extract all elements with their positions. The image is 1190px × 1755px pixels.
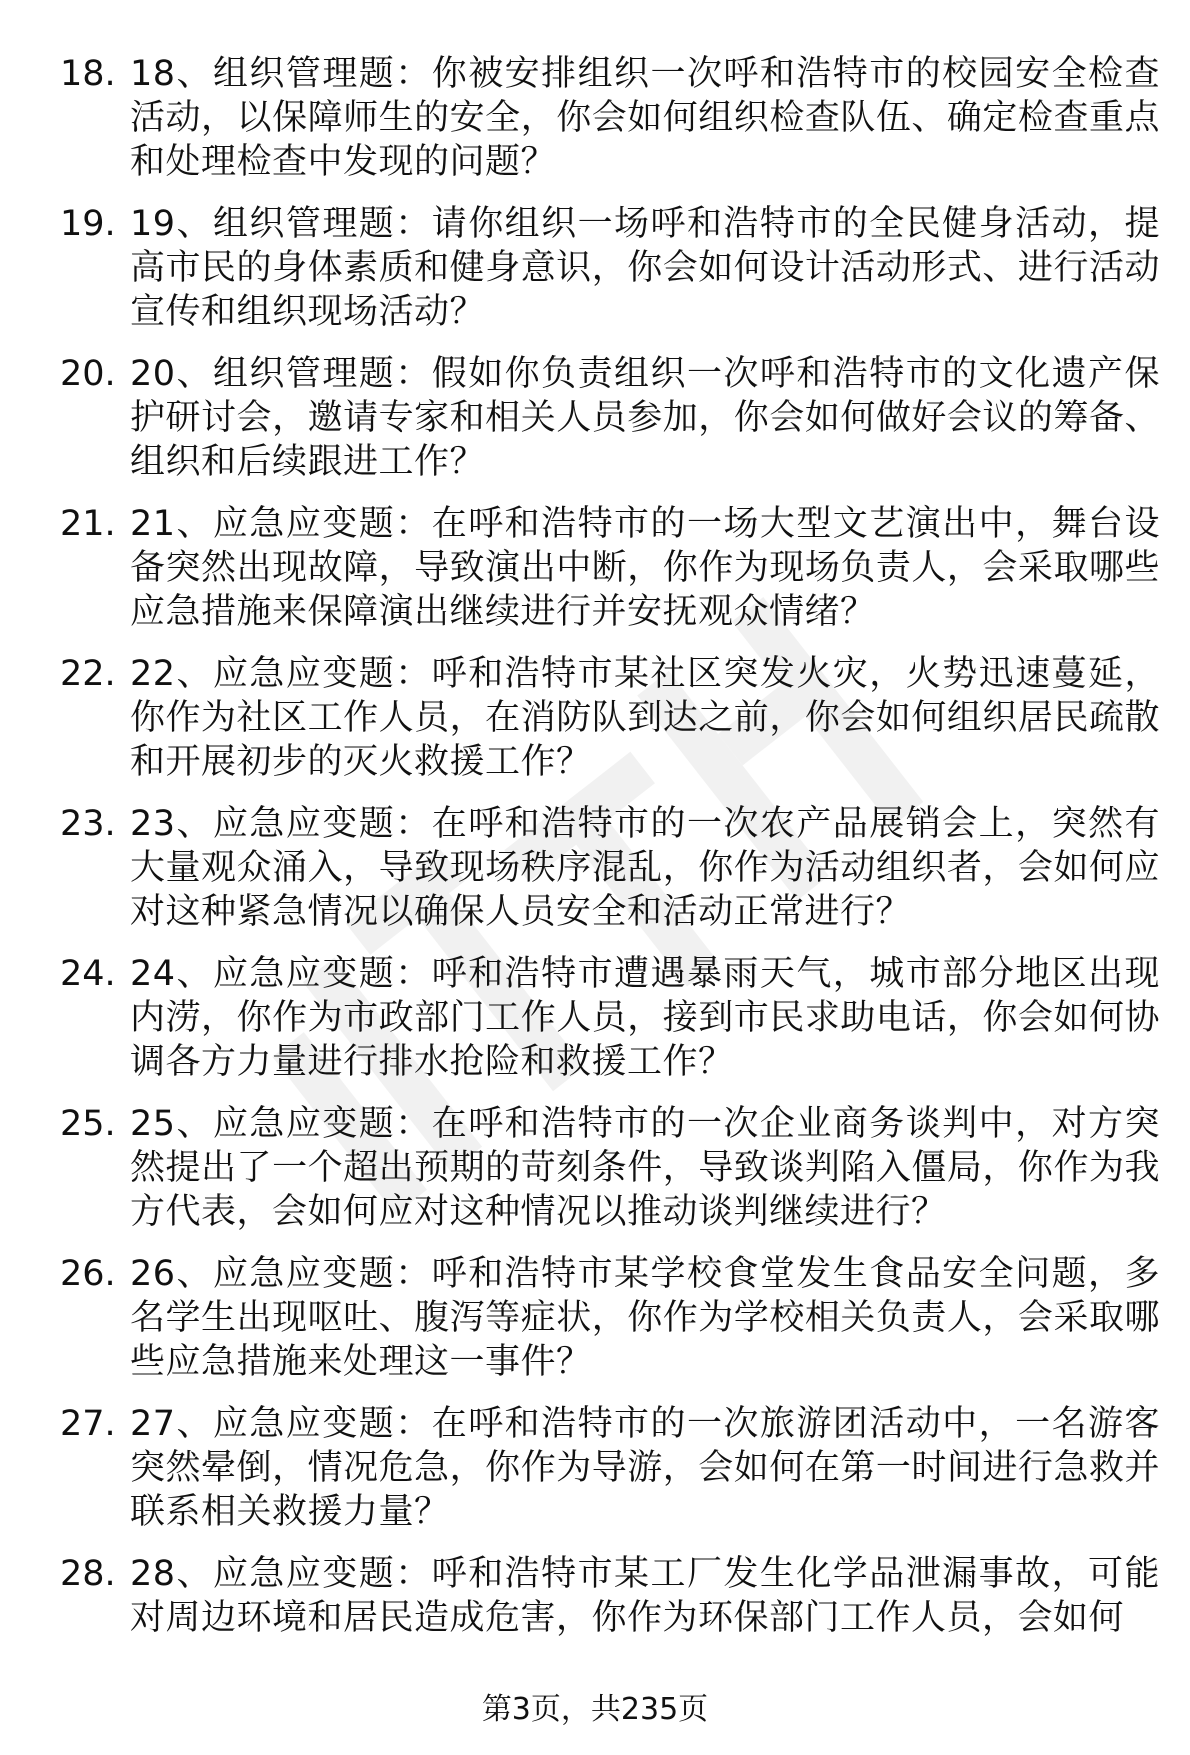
question-number: 22.	[60, 654, 116, 694]
list-item	[60, 952, 1160, 1084]
question-list	[60, 52, 1160, 1658]
question-text: 23、应急应变题：在呼和浩特市的一次农产品展销会上，突然有大量观众涌入，导致现场秩序混乱，你作为活动组织者，会如何应对这种紧急情况以确保人员安全和活动正常进行？	[130, 804, 1160, 932]
question-number: 24.	[60, 954, 116, 994]
question-text: 22、应急应变题：呼和浩特市某社区突发火灾，火势迅速蔓延，你作为社区工作人员，在消防队到达之前，你会如何组织居民疏散和开展初步的灭火救援工作？	[130, 654, 1160, 782]
question-number: 21.	[60, 504, 116, 544]
list-item	[60, 1252, 1160, 1384]
list-item	[60, 1402, 1160, 1534]
list-item	[60, 652, 1160, 784]
list-item	[60, 352, 1160, 484]
question-text: 26、应急应变题：呼和浩特市某学校食堂发生食品安全问题，多名学生出现呕吐、腹泻等症状，你作为学校相关负责人，会采取哪些应急措施来处理这一事件？	[130, 1254, 1160, 1382]
page-footer	[0, 1690, 1190, 1730]
question-text: 25、应急应变题：在呼和浩特市的一次企业商务谈判中，对方突然提出了一个超出预期的苛刻条件，导致谈判陷入僵局，你作为我方代表，会如何应对这种情况以推动谈判继续进行？	[130, 1104, 1160, 1232]
question-number: 26.	[60, 1254, 116, 1294]
question-number: 19.	[60, 204, 116, 244]
question-number: 25.	[60, 1104, 116, 1144]
list-item	[60, 502, 1160, 634]
list-item	[60, 202, 1160, 334]
question-number: 20.	[60, 354, 116, 394]
question-text: 21、应急应变题：在呼和浩特市的一场大型文艺演出中，舞台设备突然出现故障，导致演出中断，你作为现场负责人，会采取哪些应急措施来保障演出继续进行并安抚观众情绪？	[130, 504, 1160, 632]
question-number: 28.	[60, 1554, 116, 1594]
question-number: 27.	[60, 1404, 116, 1444]
question-text: 24、应急应变题：呼和浩特市遭遇暴雨天气，城市部分地区出现内涝，你作为市政部门工作人员，接到市民求助电话，你会如何协调各方力量进行排水抢险和救援工作？	[130, 954, 1160, 1082]
list-item	[60, 1102, 1160, 1234]
question-text: 28、应急应变题：呼和浩特市某工厂发生化学品泄漏事故，可能对周边环境和居民造成危害，你作为环保部门工作人员，会如何	[130, 1554, 1160, 1638]
list-item	[60, 52, 1160, 184]
question-text: 27、应急应变题：在呼和浩特市的一次旅游团活动中，一名游客突然晕倒，情况危急，你作为导游，会如何在第一时间进行急救并联系相关救援力量？	[130, 1404, 1160, 1532]
question-number: 18.	[60, 54, 116, 94]
list-item	[60, 802, 1160, 934]
page-number-label: 第3页，共235页	[481, 1692, 709, 1727]
question-text: 19、组织管理题：请你组织一场呼和浩特市的全民健身活动，提高市民的身体素质和健身意识，你会如何设计活动形式、进行活动宣传和组织现场活动？	[130, 204, 1160, 332]
question-number: 23.	[60, 804, 116, 844]
question-text: 20、组织管理题：假如你负责组织一次呼和浩特市的文化遗产保护研讨会，邀请专家和相关人员参加，你会如何做好会议的筹备、组织和后续跟进工作？	[130, 354, 1160, 482]
list-item	[60, 1552, 1160, 1640]
question-text: 18、组织管理题：你被安排组织一次呼和浩特市的校园安全检查活动，以保障师生的安全，你会如何组织检查队伍、确定检查重点和处理检查中发现的问题？	[130, 54, 1160, 182]
